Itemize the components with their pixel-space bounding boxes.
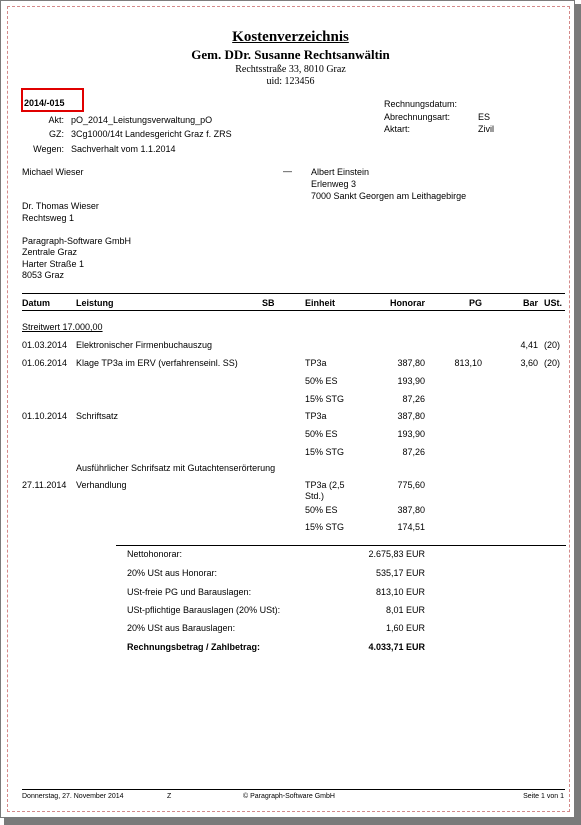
cell-datum: 01.10.2014 xyxy=(22,411,68,421)
lawyer-street: Rechtsweg 1 xyxy=(22,213,75,223)
firm-uid: uid: 123456 xyxy=(266,76,315,87)
akt-label: Akt: xyxy=(48,115,64,125)
cell-bar: 4,41 xyxy=(520,340,538,350)
lawyer-name: Dr. Thomas Wieser xyxy=(22,201,99,211)
cell-einheit: 50% ES xyxy=(305,429,338,439)
summary-top-rule xyxy=(116,545,566,546)
case-number: 2014/-015 xyxy=(24,98,65,108)
col-bar: Bar xyxy=(522,298,538,308)
party-dash: — xyxy=(283,166,292,176)
cell-einheit: TP3a (2,5 Std.) xyxy=(305,480,345,501)
aktart-value: Zivil xyxy=(478,124,494,134)
cell-leistung: Schriftsatz xyxy=(76,411,119,421)
cell-leistung: Klage TP3a im ERV (verfahrenseinl. SS) xyxy=(76,358,238,368)
cell-einheit: 15% STG xyxy=(305,447,345,457)
opponent-name: Albert Einstein xyxy=(311,167,370,177)
table-header-rule xyxy=(22,310,565,311)
cell-einheit: 15% STG xyxy=(305,522,345,532)
footer-rule xyxy=(22,789,565,790)
cell-ust: (20) xyxy=(544,358,561,368)
abrechnungsart-label: Abrechnungsart: xyxy=(384,112,451,122)
document-title: Kostenverzeichnis xyxy=(232,29,349,45)
col-einheit: Einheit xyxy=(305,298,336,308)
summary-value: 535,17 EUR xyxy=(375,568,425,578)
cell-leistung: Ausführlicher Schrifsatz mit Gutachtenserörterung xyxy=(76,463,276,473)
cell-einheit: 50% ES xyxy=(305,376,338,386)
cell-honorar: 387,80 xyxy=(397,358,425,368)
recipient-branch: Zentrale Graz xyxy=(22,247,78,257)
client-name: Michael Wieser xyxy=(22,167,84,177)
cell-honorar: 775,60 xyxy=(397,480,425,490)
cell-einheit: TP3a xyxy=(305,411,327,421)
cell-datum: 01.03.2014 xyxy=(22,340,68,350)
summary-value: 4.033,71 EUR xyxy=(368,642,425,652)
col-datum: Datum xyxy=(22,298,51,308)
summary-label: Nettohonorar: xyxy=(127,549,183,559)
cell-datum: 27.11.2014 xyxy=(22,480,67,490)
akt-value: pO_2014_Leistungsverwaltung_pO xyxy=(71,115,213,125)
wegen-label: Wegen: xyxy=(33,144,64,154)
gz-value: 3Cg1000/14t Landesgericht Graz f. ZRS xyxy=(71,129,232,139)
abrechnungsart-value: ES xyxy=(478,112,491,122)
summary-label: 20% USt aus Honorar: xyxy=(127,568,218,578)
col-leistung: Leistung xyxy=(76,298,114,308)
col-honorar: Honorar xyxy=(389,298,425,308)
page-shadow-bottom xyxy=(4,818,581,825)
cell-einheit: 15% STG xyxy=(305,394,345,404)
cell-leistung: Verhandlung xyxy=(76,480,127,490)
page-shadow-right xyxy=(575,4,581,822)
cell-einheit: TP3a xyxy=(305,358,327,368)
cell-leistung: Elektronischer Firmenbuchauszug xyxy=(76,340,213,350)
recipient-name: Paragraph-Software GmbH xyxy=(22,236,132,246)
summary-label: USt-pflichtige Barauslagen (20% USt): xyxy=(127,605,281,615)
summary-label: 20% USt aus Barauslagen: xyxy=(127,623,236,633)
cell-honorar: 193,90 xyxy=(397,376,425,386)
col-ust: USt. xyxy=(544,298,562,308)
col-pg: PG xyxy=(468,298,482,308)
cell-bar: 3,60 xyxy=(520,358,538,368)
cell-datum: 01.06.2014 xyxy=(22,358,68,368)
cell-ust: (20) xyxy=(544,340,561,350)
recipient-city: 8053 Graz xyxy=(22,270,65,280)
footer-copyright: © Paragraph-Software GmbH xyxy=(243,793,335,800)
summary-label: Rechnungsbetrag / Zahlbetrag: xyxy=(127,642,261,652)
col-sb: SB xyxy=(262,298,275,308)
cell-einheit: 50% ES xyxy=(305,505,338,515)
firm-name: Gem. DDr. Susanne Rechtsanwältin xyxy=(191,47,390,62)
rechnungsdatum-label: Rechnungsdatum: xyxy=(384,99,458,109)
cell-honorar: 174,51 xyxy=(397,522,425,532)
cell-honorar: 87,26 xyxy=(402,447,425,457)
streitwert-label: Streitwert 17.000,00 xyxy=(22,322,103,332)
summary-value: 1,60 EUR xyxy=(385,623,425,633)
aktart-label: Aktart: xyxy=(384,124,411,134)
cell-honorar: 193,90 xyxy=(397,429,425,439)
firm-address: Rechtsstraße 33, 8010 Graz xyxy=(235,64,346,75)
opponent-city: 7000 Sankt Georgen am Leithagebirge xyxy=(311,191,467,201)
footer-page: Seite 1 von 1 xyxy=(523,793,564,800)
summary-label: USt-freie PG und Barauslagen: xyxy=(127,587,252,597)
summary-value: 813,10 EUR xyxy=(375,587,425,597)
recipient-street: Harter Straße 1 xyxy=(22,259,85,269)
cell-honorar: 87,26 xyxy=(402,394,425,404)
cell-honorar: 387,80 xyxy=(397,411,425,421)
table-top-rule xyxy=(22,293,565,294)
gz-label: GZ: xyxy=(49,129,64,139)
summary-value: 8,01 EUR xyxy=(385,605,425,615)
footer-date: Donnerstag, 27. November 2014 xyxy=(22,793,124,800)
summary-value: 2.675,83 EUR xyxy=(368,549,425,559)
cell-pg: 813,10 xyxy=(454,358,482,368)
opponent-street: Erlenweg 3 xyxy=(311,179,357,189)
wegen-value: Sachverhalt vom 1.1.2014 xyxy=(71,144,176,154)
cell-honorar: 387,80 xyxy=(397,505,425,515)
footer-code: Z xyxy=(167,793,172,800)
